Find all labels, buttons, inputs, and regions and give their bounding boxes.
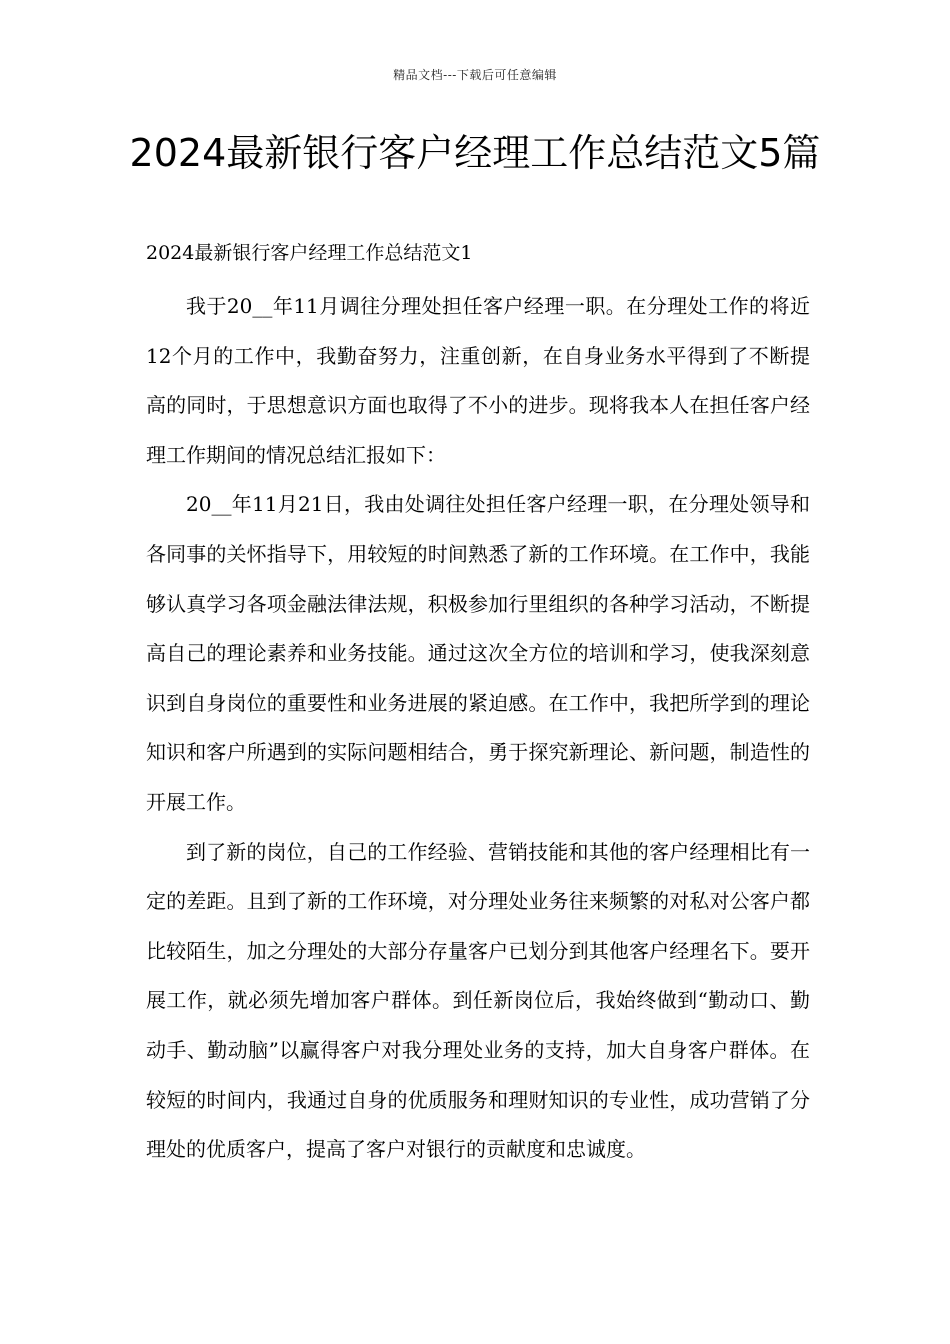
paragraph-3: 到了新的岗位，自己的工作经验、营销技能和其他的客户经理相比有一定的差距。且到了新的工作环境，对分理处业务往来频繁的对私对公客户都比较陌生，加之分理处的大部分存量客户已划分到其他客户经理名下。要开展工作，就必须先增加客户群体。到任新岗位后，我始终做到“勤动口、勤动手、勤动脑”以赢得客户对我分理处业务的支持，加大自身客户群体。在较短的时间内，我通过自身的优质服务和理财知识的专业性，成功营销了分理处的优质客户，提高了客户对银行的贡献度和忠诚度。 [146, 839, 810, 1162]
section-subtitle: 2024最新银行客户经理工作总结范文1 [146, 242, 473, 264]
paragraph-2: 20__年11月21日，我由处调往处担任客户经理一职，在分理处领导和各同事的关怀指导下，用较短的时间熟悉了新的工作环境。在工作中，我能够认真学习各项金融法律法规，积极参加行里组织的各种学习活动，不断提高自己的理论素养和业务技能。通过这次全方位的培训和学习，使我深刻意识到自身岗位的重要性和业务进展的紧迫感。在工作中，我把所学到的理论知识和客户所遇到的实际问题相结合，勇于探究新理论、新问题，制造性的开展工作。 [146, 492, 810, 814]
document-body [146, 282, 810, 1175]
page-header: 精品文档---下载后可任意编辑 [393, 68, 557, 82]
document-title: 2024最新银行客户经理工作总结范文5篇 [129, 131, 821, 175]
paragraph-1: 我于20__年11月调往分理处担任客户经理一职。在分理处工作的将近12个月的工作中，我勤奋努力，注重创新，在自身业务水平得到了不断提高的同时，于思想意识方面也取得了不小的进步。现将我本人在担任客户经理工作期间的情况总结汇报如下： [146, 294, 810, 467]
